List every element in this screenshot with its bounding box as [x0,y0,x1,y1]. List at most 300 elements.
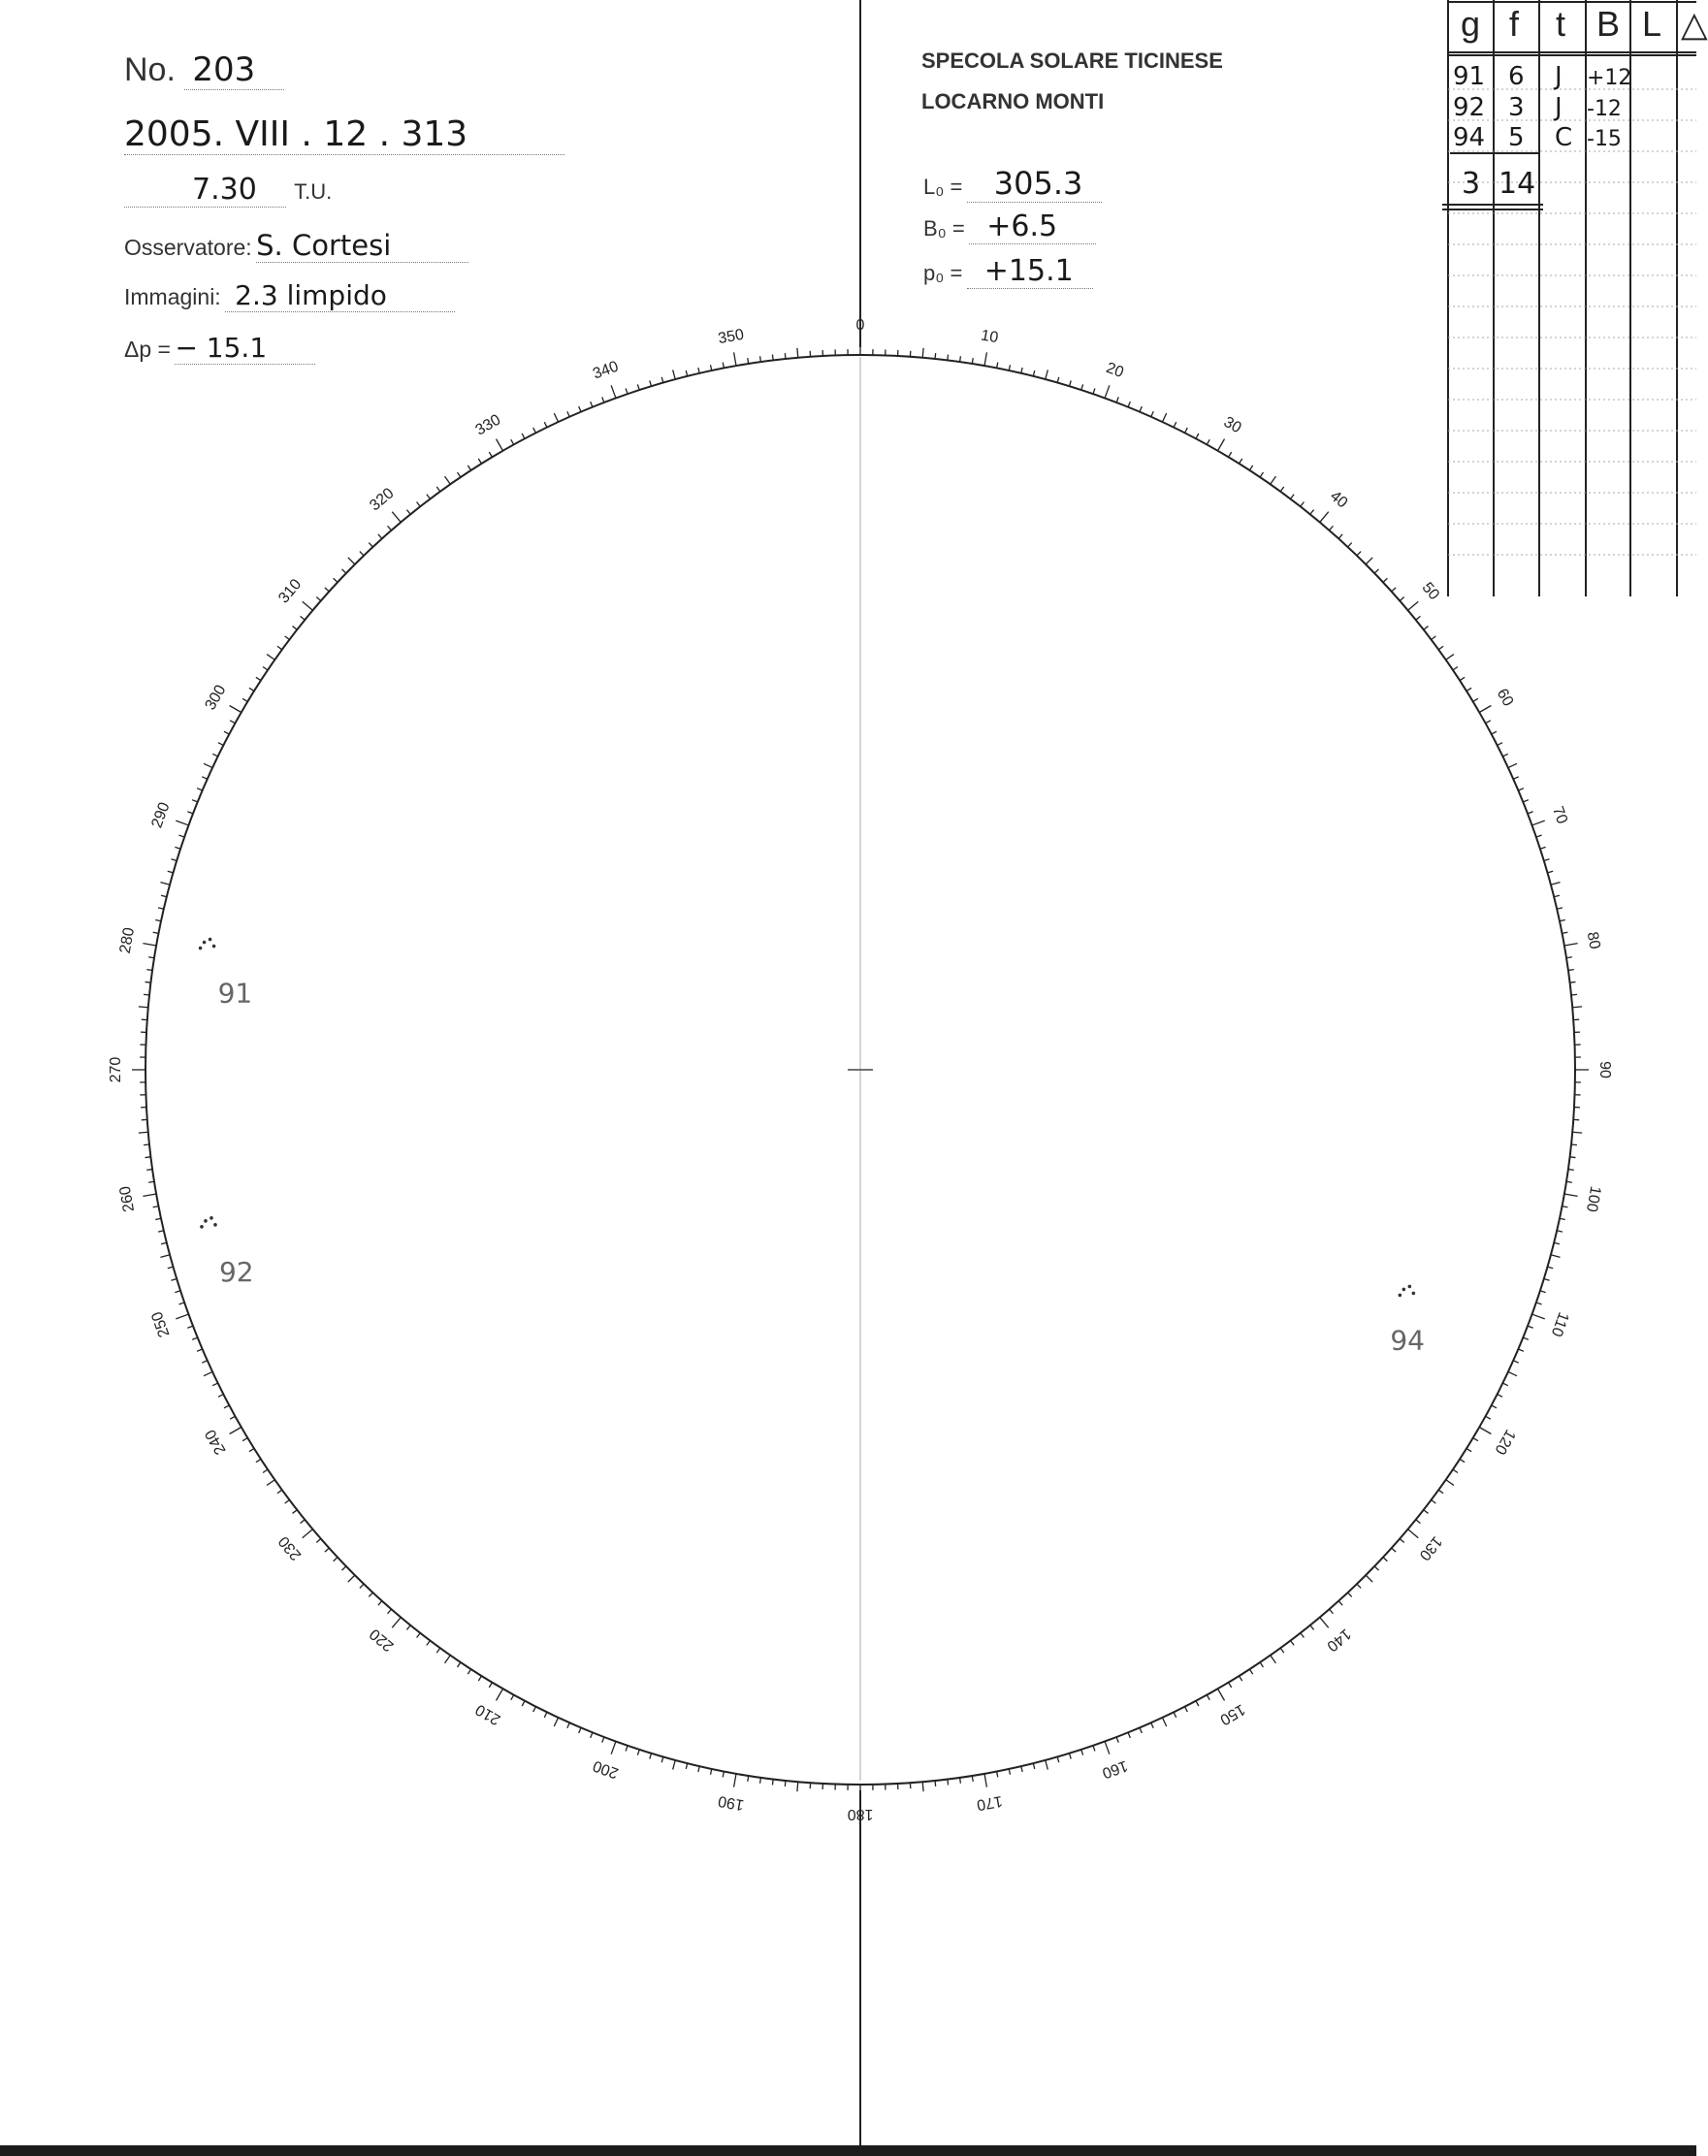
limb-tick [168,1267,174,1269]
limb-tick [935,1781,936,1786]
limb-tick [611,1742,616,1754]
degree-label: 0 [855,317,865,335]
limb-tick [1492,731,1497,734]
limb-tick [1081,1750,1083,1755]
time-value: 7.30 [124,173,286,208]
limb-tick [602,397,604,402]
time-unit: T.U. [294,179,333,204]
degree-label: 30 [1220,413,1244,437]
degree-label: 20 [1104,359,1126,382]
dp-value: − 15.1 [175,332,315,365]
limb-tick [249,688,254,691]
limb-tick [1383,578,1387,582]
limb-tick [369,1593,372,1596]
limb-tick [1162,413,1166,422]
limb-tick [511,1695,514,1700]
B0-label: B₀ = [923,216,965,241]
limb-tick [1523,800,1529,802]
limb-tick [554,413,558,422]
limb-tick [544,422,547,427]
limb-tick [1523,1337,1529,1339]
limb-tick [160,883,170,885]
limb-tick [1568,970,1574,971]
row-91-f: 6 [1508,62,1525,91]
limb-tick [1560,1218,1565,1219]
limb-tick [458,472,461,477]
limb-tick [467,466,470,470]
limb-tick [1571,1144,1577,1145]
limb-tick [192,1337,198,1339]
limb-tick [748,358,749,364]
limb-tick [1479,1428,1491,1434]
limb-tick [1518,788,1524,790]
sunspot [203,941,207,945]
limb-tick [984,352,986,366]
limb-tick [1466,688,1471,691]
limb-tick [1207,439,1209,444]
limb-tick [1271,1656,1276,1663]
limb-tick [1174,422,1176,427]
limb-tick [1446,655,1454,660]
degree-label: 150 [1216,1700,1248,1728]
limb-tick [997,1771,998,1777]
limb-tick [1260,1662,1263,1667]
limb-tick [637,1750,639,1755]
degree-label: 330 [472,411,504,439]
limb-tick [1021,368,1022,373]
limb-tick [249,1449,254,1452]
limb-tick [935,353,936,359]
limb-tick [285,1500,290,1504]
limb-tick [1081,384,1083,390]
limb-tick [1366,1575,1372,1582]
limb-tick [734,352,736,366]
limb-tick [267,655,274,660]
limb-tick [388,526,392,531]
degree-label: 270 [108,1056,125,1083]
limb-tick [224,731,229,734]
limb-tick [139,1132,148,1133]
limb-tick [303,1529,313,1538]
limb-tick [1196,1701,1199,1706]
row-94-f: 5 [1508,123,1525,152]
limb-tick [360,1584,364,1588]
limb-tick [1557,908,1563,909]
limb-tick [176,1314,188,1319]
limb-tick [301,616,306,620]
limb-tick [1271,476,1276,484]
limb-tick [293,1510,298,1514]
limb-tick [785,1781,786,1786]
degree-label: 200 [591,1756,622,1782]
limb-tick [1540,1291,1546,1293]
limb-tick [1196,434,1199,438]
limb-tick [212,754,217,756]
limb-tick [178,835,184,837]
observer-label: Osservatore: [124,235,252,260]
limb-tick [522,434,525,438]
sunspot [200,1225,204,1229]
limb-tick [1280,1648,1284,1653]
limb-tick [230,1428,242,1434]
limb-tick [673,370,676,379]
degree-label: 190 [717,1791,746,1814]
limb-tick [1162,1718,1166,1726]
sunspot [1412,1292,1416,1296]
limb-tick [1301,1633,1305,1638]
number-value: 203 [184,50,284,90]
limb-tick [1280,487,1284,492]
limb-tick [626,1746,628,1752]
limb-tick [1551,883,1561,885]
limb-tick [1151,1722,1153,1727]
limb-tick [1240,459,1242,464]
limb-tick [342,569,346,573]
degree-label: 50 [1418,579,1443,604]
limb-tick [277,1490,282,1494]
limb-tick [1446,1480,1454,1486]
limb-tick [293,627,298,630]
limb-tick [171,1278,177,1280]
limb-tick [204,1371,212,1375]
table-header-g: g [1461,4,1481,44]
limb-tick [277,646,282,650]
limb-tick [175,1291,180,1293]
limb-tick [153,932,159,933]
limb-tick [1460,1459,1465,1462]
limb-tick [171,859,177,861]
spot-group-label: 94 [1390,1324,1425,1357]
number-label: No. [124,51,176,88]
limb-tick [1502,1383,1507,1386]
limb-tick [392,512,401,523]
row-91-g: 91 [1453,62,1486,91]
limb-tick [1046,1760,1048,1770]
limb-tick [1570,981,1576,982]
limb-tick [146,970,152,971]
limb-tick [436,487,440,492]
row-92-f: 3 [1508,93,1525,122]
sunspot [213,1223,217,1227]
degree-label: 250 [148,1308,174,1339]
limb-tick [1105,385,1110,398]
limb-tick [1486,1416,1491,1419]
limb-tick [202,777,207,779]
limb-tick [1348,1593,1352,1596]
limb-tick [960,1778,961,1784]
degree-label: 110 [1547,1309,1572,1339]
limb-tick [1392,1548,1396,1552]
limb-tick [1532,1314,1545,1319]
sunspot [1402,1288,1406,1292]
limb-tick [478,459,481,464]
sunspot [1399,1294,1402,1298]
row-91-B: +12 [1587,66,1632,90]
limb-tick [1310,1625,1314,1630]
limb-tick [187,1326,193,1328]
limb-tick [686,370,687,376]
degree-label: 310 [275,576,306,607]
degree-label: 340 [591,358,622,383]
limb-tick [1330,1609,1334,1614]
limb-tick [637,384,639,390]
limb-tick [242,698,247,701]
total-groups: 3 [1462,167,1481,201]
degree-label: 100 [1582,1184,1604,1213]
limb-tick [1069,380,1071,386]
limb-tick [748,1776,749,1782]
limb-tick [1453,1469,1458,1472]
degree-label: 280 [116,926,139,955]
org-line1: SPECOLA SOLARE TICINESE [921,48,1223,73]
limb-tick [1508,1371,1517,1375]
limb-tick [1438,1490,1443,1494]
limb-tick [1502,754,1507,756]
limb-tick [218,743,223,746]
limb-tick [554,1718,558,1726]
limb-tick [1260,472,1263,477]
limb-tick [1568,1170,1574,1171]
limb-tick [797,348,798,358]
limb-tick [1473,698,1478,701]
limb-tick [148,957,154,958]
limb-tick [161,895,167,896]
limb-tick [489,1683,492,1688]
limb-tick [1498,743,1502,746]
limb-tick [144,994,149,995]
limb-tick [533,428,536,433]
limb-tick [922,1782,923,1791]
limb-tick [1229,1683,1232,1688]
limb-tick [960,356,961,362]
limb-tick [1128,1732,1130,1738]
limb-tick [1498,1395,1502,1398]
limb-tick [303,601,313,610]
degree-label: 140 [1323,1625,1354,1655]
limb-tick [1338,534,1342,538]
limb-tick [1046,370,1048,379]
limb-tick [579,406,581,412]
limb-tick [1508,763,1517,767]
limb-tick [230,721,235,724]
table-header-B: B [1596,4,1621,44]
limb-tick [1432,636,1436,640]
limb-tick [1218,1689,1225,1700]
limb-tick [267,1480,274,1486]
limb-tick [948,355,949,361]
limb-tick [1069,1754,1071,1759]
degree-label: 260 [116,1184,139,1213]
limb-tick [230,1416,235,1419]
row-94-t: C [1555,123,1573,152]
limb-tick [392,1618,401,1628]
limb-tick [161,1242,167,1243]
L0-value: 305.3 [967,165,1103,203]
limb-tick [734,1774,736,1787]
date-value: 2005. VIII . 12 . 313 [124,114,564,155]
sunspot [209,1216,213,1220]
limb-tick [1528,812,1533,814]
limb-tick [1438,646,1443,650]
row-92-B: -12 [1587,97,1622,121]
limb-tick [1320,1618,1329,1628]
limb-tick [204,763,212,767]
limb-tick [673,1760,676,1770]
limb-tick [785,353,786,359]
limb-tick [168,871,174,873]
limb-tick [972,358,973,364]
limb-tick [445,476,451,484]
limb-tick [1348,543,1352,547]
degree-label: 350 [717,326,746,348]
limb-tick [698,1766,699,1772]
limb-tick [1432,1500,1436,1504]
limb-tick [611,385,616,398]
row-92-g: 92 [1453,93,1486,122]
limb-tick [1093,388,1095,394]
limb-tick [1564,944,1578,946]
limb-tick [497,439,503,451]
limb-tick [544,1712,547,1717]
limb-tick [1547,871,1553,873]
limb-tick [230,706,242,713]
limb-tick [1572,1132,1582,1133]
limb-tick [145,981,151,982]
limb-tick [1566,957,1572,958]
limb-tick [360,552,364,556]
limb-tick [1105,1742,1110,1754]
degree-label: 10 [979,327,1000,347]
limb-tick [579,1727,581,1733]
limb-tick [1151,411,1153,416]
limb-tick [1408,601,1419,610]
limb-tick [1185,428,1188,433]
limb-tick [1424,627,1429,630]
limb-tick [155,1218,161,1219]
limb-tick [1424,1510,1429,1514]
limb-tick [511,439,514,444]
degree-label: 210 [472,1700,504,1728]
images-value: 2.3 limpido [225,279,455,312]
B0-value: +6.5 [969,209,1096,244]
degree-label: 230 [275,1532,306,1563]
degree-label: 320 [367,485,398,515]
limb-tick [1057,1756,1059,1762]
limb-tick [334,1558,338,1561]
limb-tick [1479,706,1491,713]
limb-tick [388,1609,392,1614]
limb-tick [1570,1157,1576,1158]
limb-tick [1566,1181,1572,1182]
limb-tick [325,588,329,592]
limb-tick [146,1170,152,1171]
limb-tick [567,411,569,416]
limb-tick [760,1778,761,1784]
limb-tick [467,1669,470,1674]
limb-tick [1544,859,1550,861]
limb-tick [1033,370,1034,376]
limb-tick [143,1194,156,1196]
limb-tick [348,558,355,564]
limb-tick [197,1349,203,1351]
row-91-t: J [1555,62,1563,91]
limb-tick [192,800,198,802]
limb-tick [1009,365,1010,370]
limb-tick [144,1144,149,1145]
limb-tick [1357,552,1361,556]
limb-tick [1116,1737,1118,1743]
degree-label: 170 [975,1791,1004,1814]
degree-label: 80 [1583,930,1603,951]
limb-tick [1536,835,1542,837]
limb-tick [1554,895,1560,896]
limb-tick [197,788,203,790]
limb-tick [1473,1438,1478,1441]
limb-tick [497,1689,503,1700]
limb-tick [1492,1405,1497,1408]
limb-tick [1453,667,1458,670]
degree-label: 70 [1548,804,1571,826]
limb-tick [325,1548,329,1552]
table-header-t: t [1556,4,1566,44]
limb-tick [334,578,338,582]
limb-tick [661,1756,663,1762]
limb-tick [797,1782,798,1791]
row-94-g: 94 [1453,123,1486,152]
limb-tick [1310,510,1314,515]
limb-tick [1532,821,1545,825]
images-label: Immagini: [124,284,221,309]
limb-tick [242,1438,247,1441]
limb-tick [436,1648,440,1653]
limb-tick [1174,1712,1176,1717]
limb-tick [723,363,724,369]
limb-tick [1338,1601,1342,1605]
limb-tick [1033,1763,1034,1769]
degree-label: 60 [1493,686,1517,710]
limb-tick [1291,495,1295,499]
degree-label: 120 [1491,1426,1519,1458]
degree-label: 180 [847,1805,874,1822]
limb-tick [1513,777,1518,779]
limb-tick [591,402,593,407]
limb-tick [1518,1349,1524,1351]
limb-tick [1383,1558,1387,1561]
limb-tick [1140,1727,1142,1733]
limb-tick [155,920,161,921]
limb-tick [602,1737,604,1743]
limb-tick [175,847,180,849]
limb-tick [1544,1278,1550,1280]
limb-tick [1562,932,1567,933]
limb-tick [1240,1676,1242,1681]
limb-tick [202,1361,207,1363]
total-spots: 14 [1499,167,1536,201]
limb-tick [972,1776,973,1782]
degree-label: 90 [1595,1061,1613,1078]
limb-tick [316,1539,321,1543]
limb-tick [342,1566,346,1570]
limb-tick [1229,452,1232,457]
limb-tick [458,1662,461,1667]
limb-tick [1564,1194,1578,1196]
observer-value: S. Cortesi [256,229,468,263]
limb-tick [650,1754,652,1759]
degree-label: 300 [202,682,230,714]
limb-tick [212,1383,217,1386]
limb-tick [445,1656,451,1663]
limb-tick [1128,402,1130,407]
